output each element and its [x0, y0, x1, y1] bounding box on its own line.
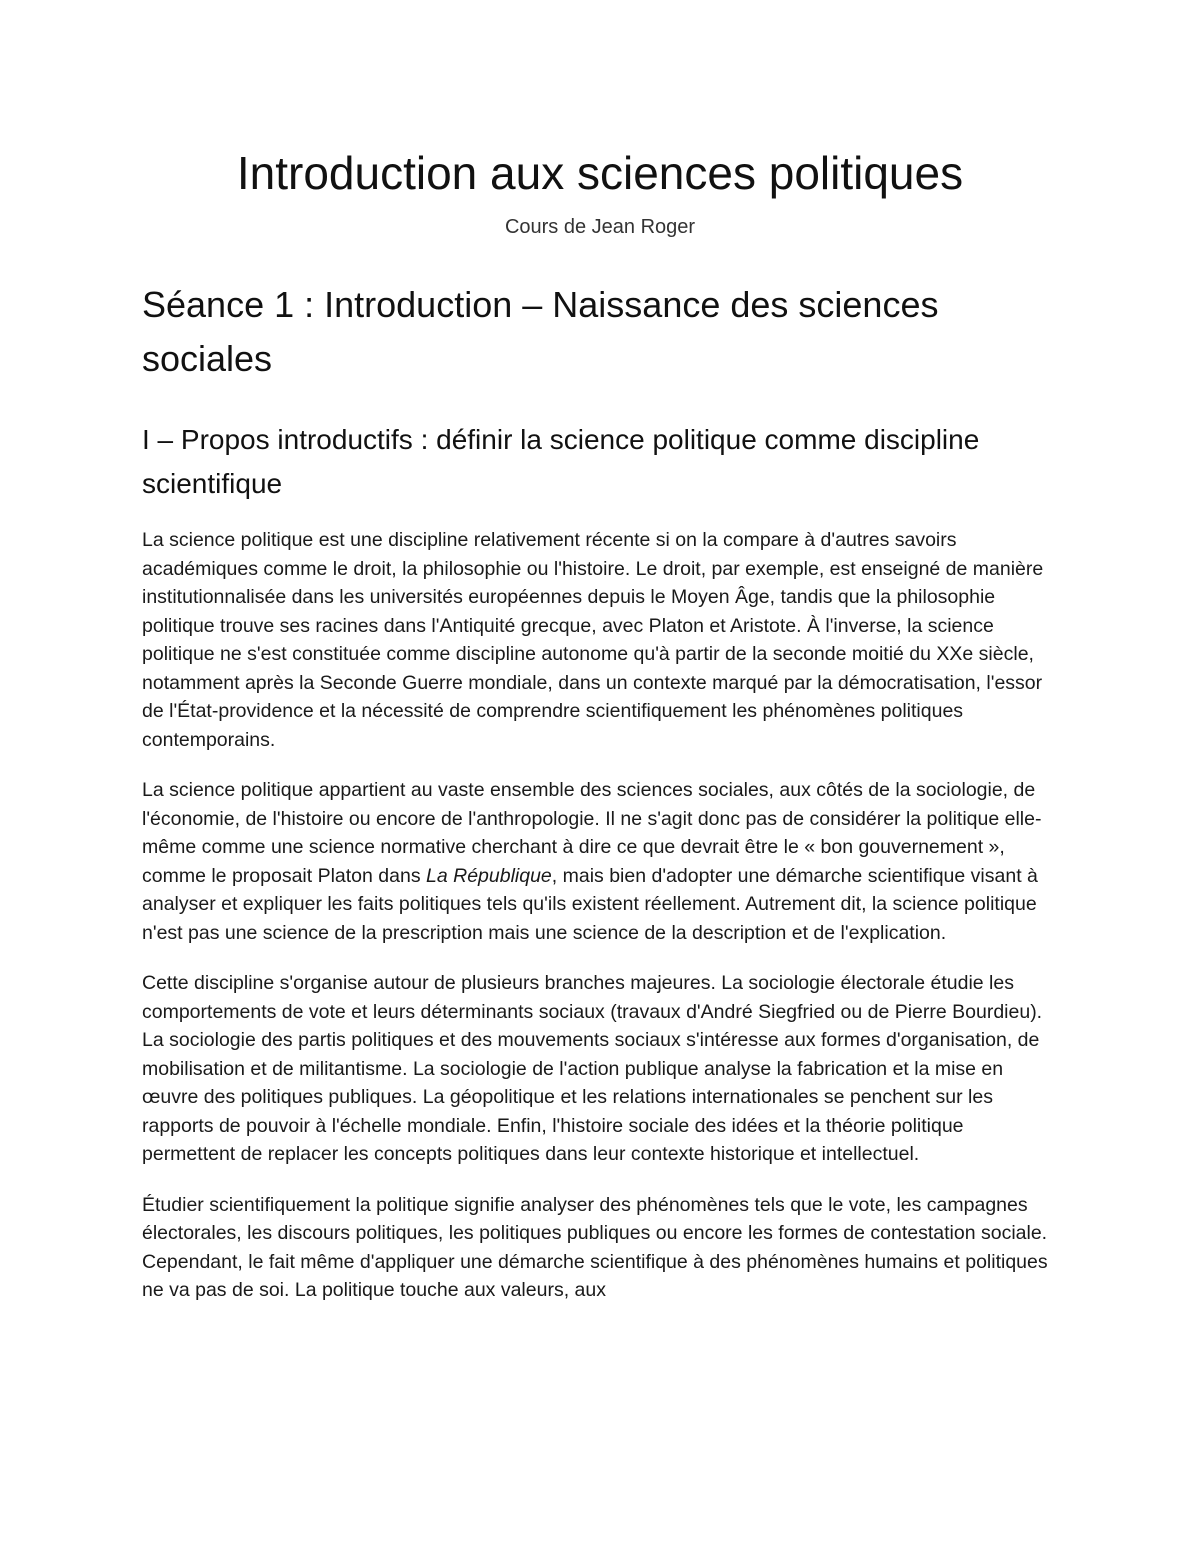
paragraph-2 — [142, 776, 1062, 947]
document-subtitle: Cours de Jean Roger — [504, 216, 696, 238]
paragraph-2-text-start: La science politique appartient au vaste ensemble des sciences sociales, aux côtés de la sociologie, de l'économie, de l'histoire ou encore de l'anthropologie. Il ne s'agit donc pas de considérer la politique elle-même comme une science normative cherchant à dire ce que devrait être le « bon gouvernement », comme le proposait Platon dans — [142, 779, 1042, 887]
book-title-la-republique: La République — [426, 864, 552, 887]
session-heading: Séance 1 : Introduction – Naissance des sciences sociales — [142, 284, 939, 379]
paragraph-4: Étudier scientifiquement la politique signifie analyser des phénomènes tels que le vote, les campagnes électorales, les discours politiques, les politiques publiques ou encore les formes de contestation sociale. Cependant, le fait même d'appliquer une démarche scientifique à des phénomènes humains et politiques ne va pas de soi. La politique touche aux valeurs, aux — [142, 1193, 1048, 1301]
section-heading: I – Propos introductifs : définir la science politique comme discipline scientifique — [142, 424, 980, 499]
paragraph-3: Cette discipline s'organise autour de plusieurs branches majeures. La sociologie électorale étudie les comportements de vote et leurs déterminants sociaux (travaux d'André Siegfried ou de Pierre Bourdieu). La sociologie des partis politiques et des mouvements sociaux s'intéresse aux formes d'organisation, de mobilisation et de militantisme. La sociologie de l'action publique analyse la fabrication et la mise en œuvre des politiques publiques. La géopolitique et les relations internationales se penchent sur les rapports de pouvoir à l'échelle mondiale. Enfin, l'histoire sociale des idées et la théorie politique permettent de replacer les concepts politiques dans leur contexte historique et intellectuel. — [142, 972, 1043, 1165]
document-title: Introduction aux sciences politiques — [236, 147, 964, 199]
document-body — [142, 526, 1062, 1327]
paragraph-1: La science politique est une discipline relativement récente si on la compare à d'autres savoirs académiques comme le droit, la philosophie ou l'histoire. Le droit, par exemple, est enseigné de manière institutionnalisée dans les universités européennes depuis le Moyen Âge, tandis que la philosophie politique trouve ses racines dans l'Antiquité grecque, avec Platon et Aristote. À l'inverse, la science politique ne s'est constituée comme discipline autonome qu'à partir de la seconde moitié du XXe siècle, notamment après la Seconde Guerre mondiale, dans un contexte marqué par la démocratisation, l'essor de l'État-providence et la nécessité de comprendre scientifiquement les phénomènes politiques contemporains. — [142, 529, 1044, 751]
paragraph-2-text-end: , mais bien d'adopter une démarche scientifique visant à analyser et expliquer les faits politiques tels qu'ils existent réellement. Autrement dit, la science politique n'est pas une science de la prescription mais une science de la description et de l'explication. — [142, 864, 1038, 944]
